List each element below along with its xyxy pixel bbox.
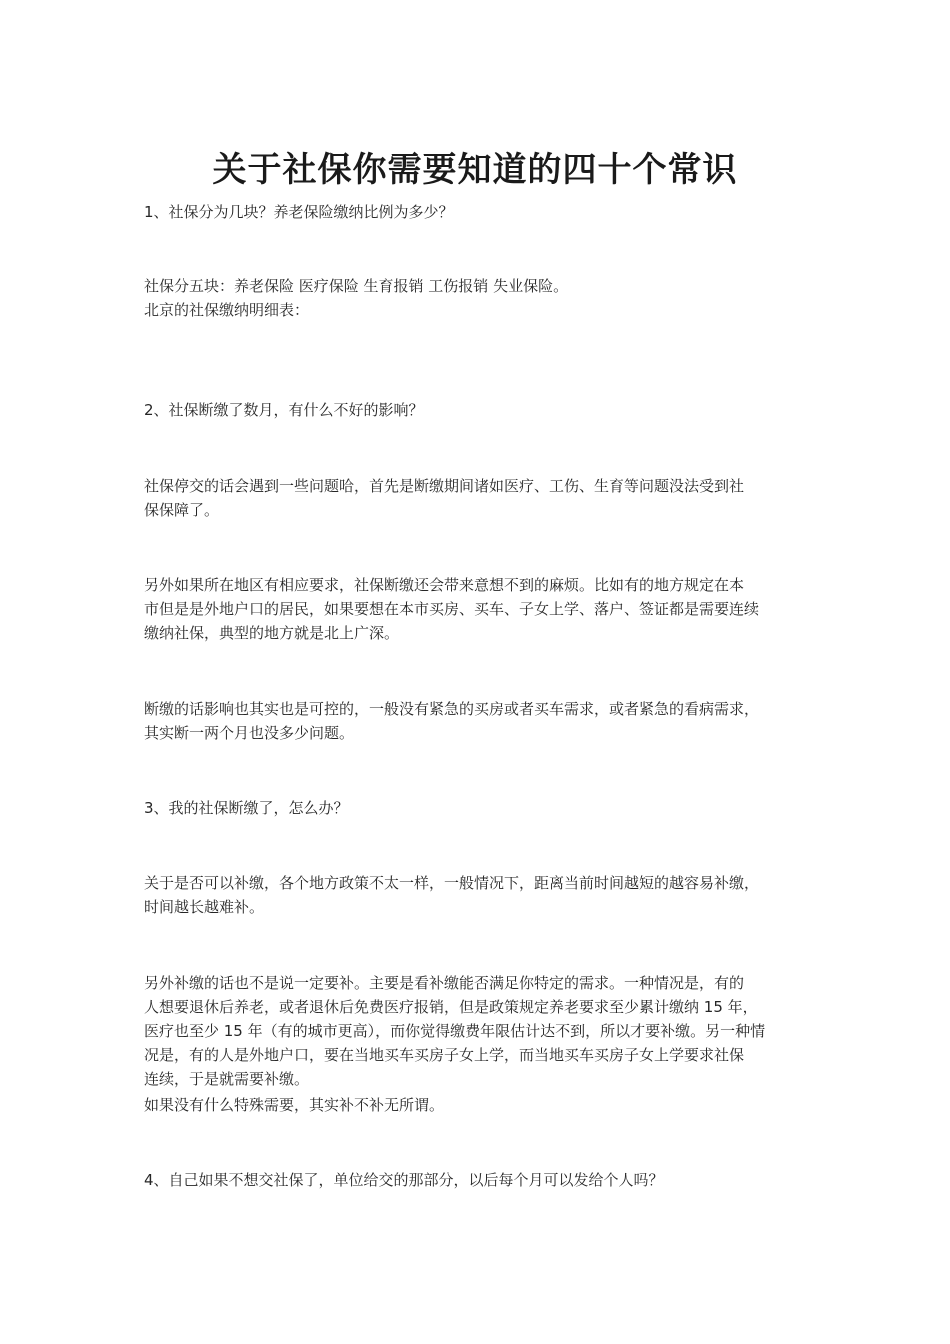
- answer-3-p1-line-2: 时间越长越难补。: [144, 898, 265, 916]
- question-3: 3、我的社保断缴了，怎么办？: [144, 799, 349, 817]
- answer-3-p2-line-5: 连续，于是就需要补缴。: [144, 1070, 310, 1088]
- answer-3-p3-line-1: 如果没有什么特殊需要，其实补不补无所谓。: [144, 1096, 445, 1114]
- answer-2-p3-line-1: 断缴的话影响也其实也是可控的，一般没有紧急的买房或者买车需求，或者紧急的看病需求，: [144, 700, 760, 718]
- answer-3-p2-line-1: 另外补缴的话也不是说一定要补。主要是看补缴能否满足你特定的需求。一种情况是，有的: [144, 974, 745, 992]
- question-4: 4、自己如果不想交社保了，单位给交的那部分，以后每个月可以发给个人吗？: [144, 1171, 664, 1189]
- answer-2-p2-line-3: 缴纳社保，典型的地方就是北上广深。: [144, 624, 400, 642]
- document-title: 关于社保你需要知道的四十个常识: [212, 150, 738, 190]
- answer-3-p2-line-3: 医疗也至少 15 年（有的城市更高），而你觉得缴费年限估计达不到，所以才要补缴。另一种情: [144, 1022, 766, 1040]
- answer-2-p3-line-2: 其实断一两个月也没多少问题。: [144, 724, 355, 742]
- answer-2-p2-line-2: 市但是是外地户口的居民，如果要想在本市买房、买车、子女上学、落户、签证都是需要连续: [144, 600, 760, 618]
- answer-2-p1-line-2: 保保障了。: [144, 501, 220, 519]
- question-2: 2、社保断缴了数月，有什么不好的影响？: [144, 401, 424, 419]
- answer-3-p2-line-4: 况是，有的人是外地户口，要在当地买车买房子女上学，而当地买车买房子女上学要求社保: [144, 1046, 745, 1064]
- answer-1-line-2: 北京的社保缴纳明细表：: [144, 301, 310, 319]
- answer-1-line-1: 社保分五块：养老保险 医疗保险 生育报销 工伤报销 失业保险。: [144, 277, 569, 295]
- answer-2-p1-line-1: 社保停交的话会遇到一些问题哈，首先是断缴期间诸如医疗、工伤、生育等问题没法受到社: [144, 477, 745, 495]
- question-1: 1、社保分为几块？养老保险缴纳比例为多少？: [144, 203, 454, 221]
- answer-3-p2-line-2: 人想要退休后养老，或者退休后免费医疗报销，但是政策规定养老要求至少累计缴纳 15 年，: [144, 998, 758, 1016]
- answer-3-p1-line-1: 关于是否可以补缴，各个地方政策不太一样，一般情况下，距离当前时间越短的越容易补缴，: [144, 874, 760, 892]
- answer-2-p2-line-1: 另外如果所在地区有相应要求，社保断缴还会带来意想不到的麻烦。比如有的地方规定在本: [144, 576, 745, 594]
